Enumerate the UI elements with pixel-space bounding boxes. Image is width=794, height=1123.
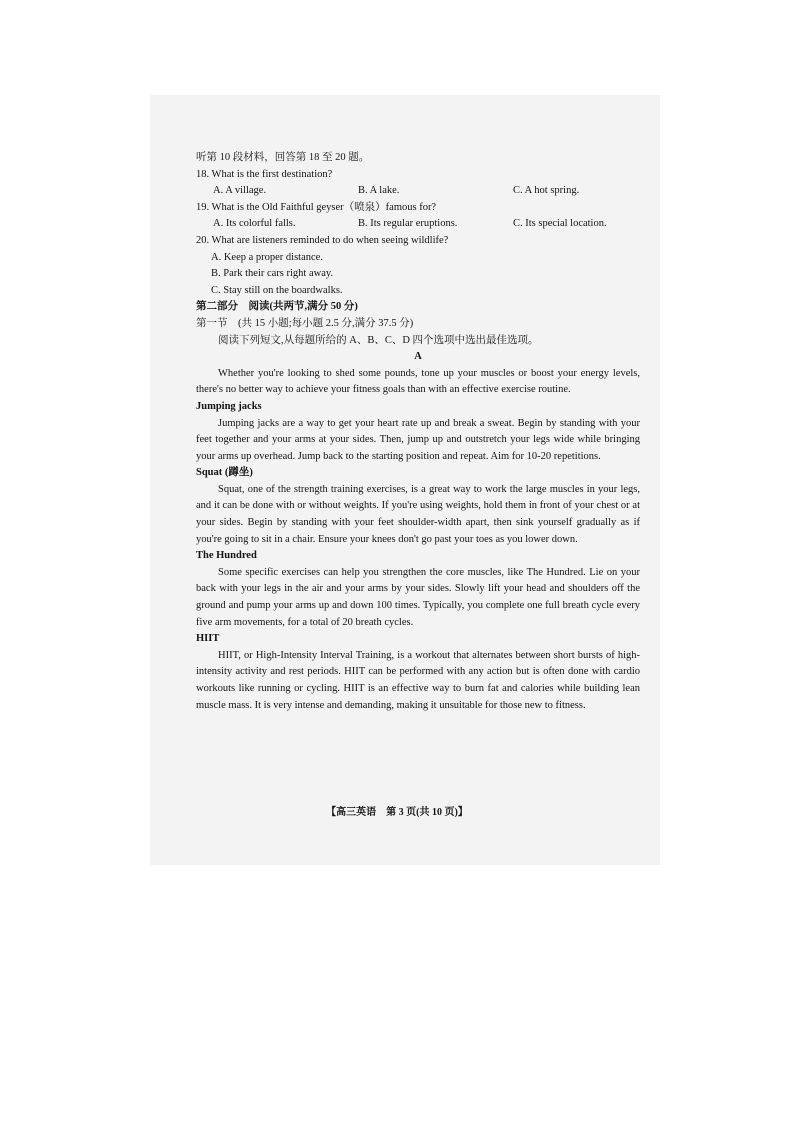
section-heading-hiit: HIIT — [196, 633, 220, 645]
option-c: C. Stay still on the boardwalks. — [211, 284, 343, 296]
section-heading-jumping-jacks: Jumping jacks — [196, 400, 262, 412]
passage-label: A — [414, 351, 422, 363]
question-18 — [196, 167, 640, 200]
question-19 — [196, 200, 640, 233]
page-footer: 【高三英语 第 3 页(共 10 页)】 — [326, 807, 468, 818]
exam-page-content — [196, 150, 640, 714]
reading-instruction: 阅读下列短文,从每题所给的 A、B、C、D 四个选项中选出最佳选项。 — [218, 334, 539, 346]
reading-part-title: 第二部分 阅读(共两节,满分 50 分) — [196, 301, 358, 313]
section-heading-the-hundred: The Hundred — [196, 550, 257, 562]
reading-section-title: 第一节 (共 15 小题;每小题 2.5 分,满分 37.5 分) — [196, 317, 414, 329]
question-stem: 20. What are listeners reminded to do when seeing wildlife? — [196, 234, 449, 246]
section-heading-squat: Squat (蹲坐) — [196, 467, 253, 479]
section-body-the-hundred: Some specific exercises can help you strengthen the core muscles, like The Hundred. Lie on your back with your legs in the air and your arms by your sides. Slowly lift your head and shoulders off the ground and pump your arms up and down 100 times. Typically, you complete one full breath cycle every five arm movements, for a total of 20 breath cycles. — [196, 566, 640, 628]
option-a: A. A village. — [213, 185, 267, 197]
question-20 — [196, 233, 640, 299]
option-b: B. Park their cars right away. — [211, 268, 334, 280]
option-b: B. Its regular eruptions. — [358, 218, 458, 230]
section-body-squat: Squat, one of the strength training exercises, is a great way to work the large muscles in your legs, and it can be done with or without weights. If you're using weights, hold them in front of your chest or at your sides. Begin by standing with your feet shoulder-width apart, then sink yourself gradually as if you're going to sit in a chair. Ensure your knees don't go past your toes as you lower down. — [196, 483, 640, 545]
option-a: A. Keep a proper distance. — [211, 251, 323, 263]
section-body-jumping-jacks: Jumping jacks are a way to get your heart rate up and break a sweat. Begin by standing with your feet together and your arms at your sides. Then, jump up and outstretch your legs wide while bringing your arms up overhead. Jump back to the starting position and repeat. Aim for 10-20 repetitions. — [196, 417, 640, 462]
option-a: A. Its colorful falls. — [213, 218, 296, 230]
option-row — [196, 216, 640, 233]
option-b: B. A lake. — [358, 185, 400, 197]
question-stem: 19. What is the Old Faithful geyser（喷泉）famous for? — [196, 201, 437, 213]
option-c: C. Its special location. — [513, 218, 607, 230]
question-stem: 18. What is the first destination? — [196, 168, 333, 180]
passage-intro: Whether you're looking to shed some pounds, tone up your muscles or boost your energy levels, there's no better way to achieve your fitness goals than with an effective exercise routine. — [196, 367, 640, 396]
listening-instruction: 听第 10 段材料，回答第 18 至 20 题。 — [196, 152, 370, 163]
option-c: C. A hot spring. — [513, 185, 580, 197]
section-body-hiit: HIIT, or High-Intensity Interval Training, is a workout that alternates between short bursts of high-intensity activity and rest periods. HIIT can be performed with any action but is often done with cardio workouts like running or cycling. HIIT is an effective way to burn fat and calories while building lean muscle mass. It is very intense and demanding, making it unsuitable for those new to fitness. — [196, 649, 640, 711]
option-row — [196, 183, 640, 200]
